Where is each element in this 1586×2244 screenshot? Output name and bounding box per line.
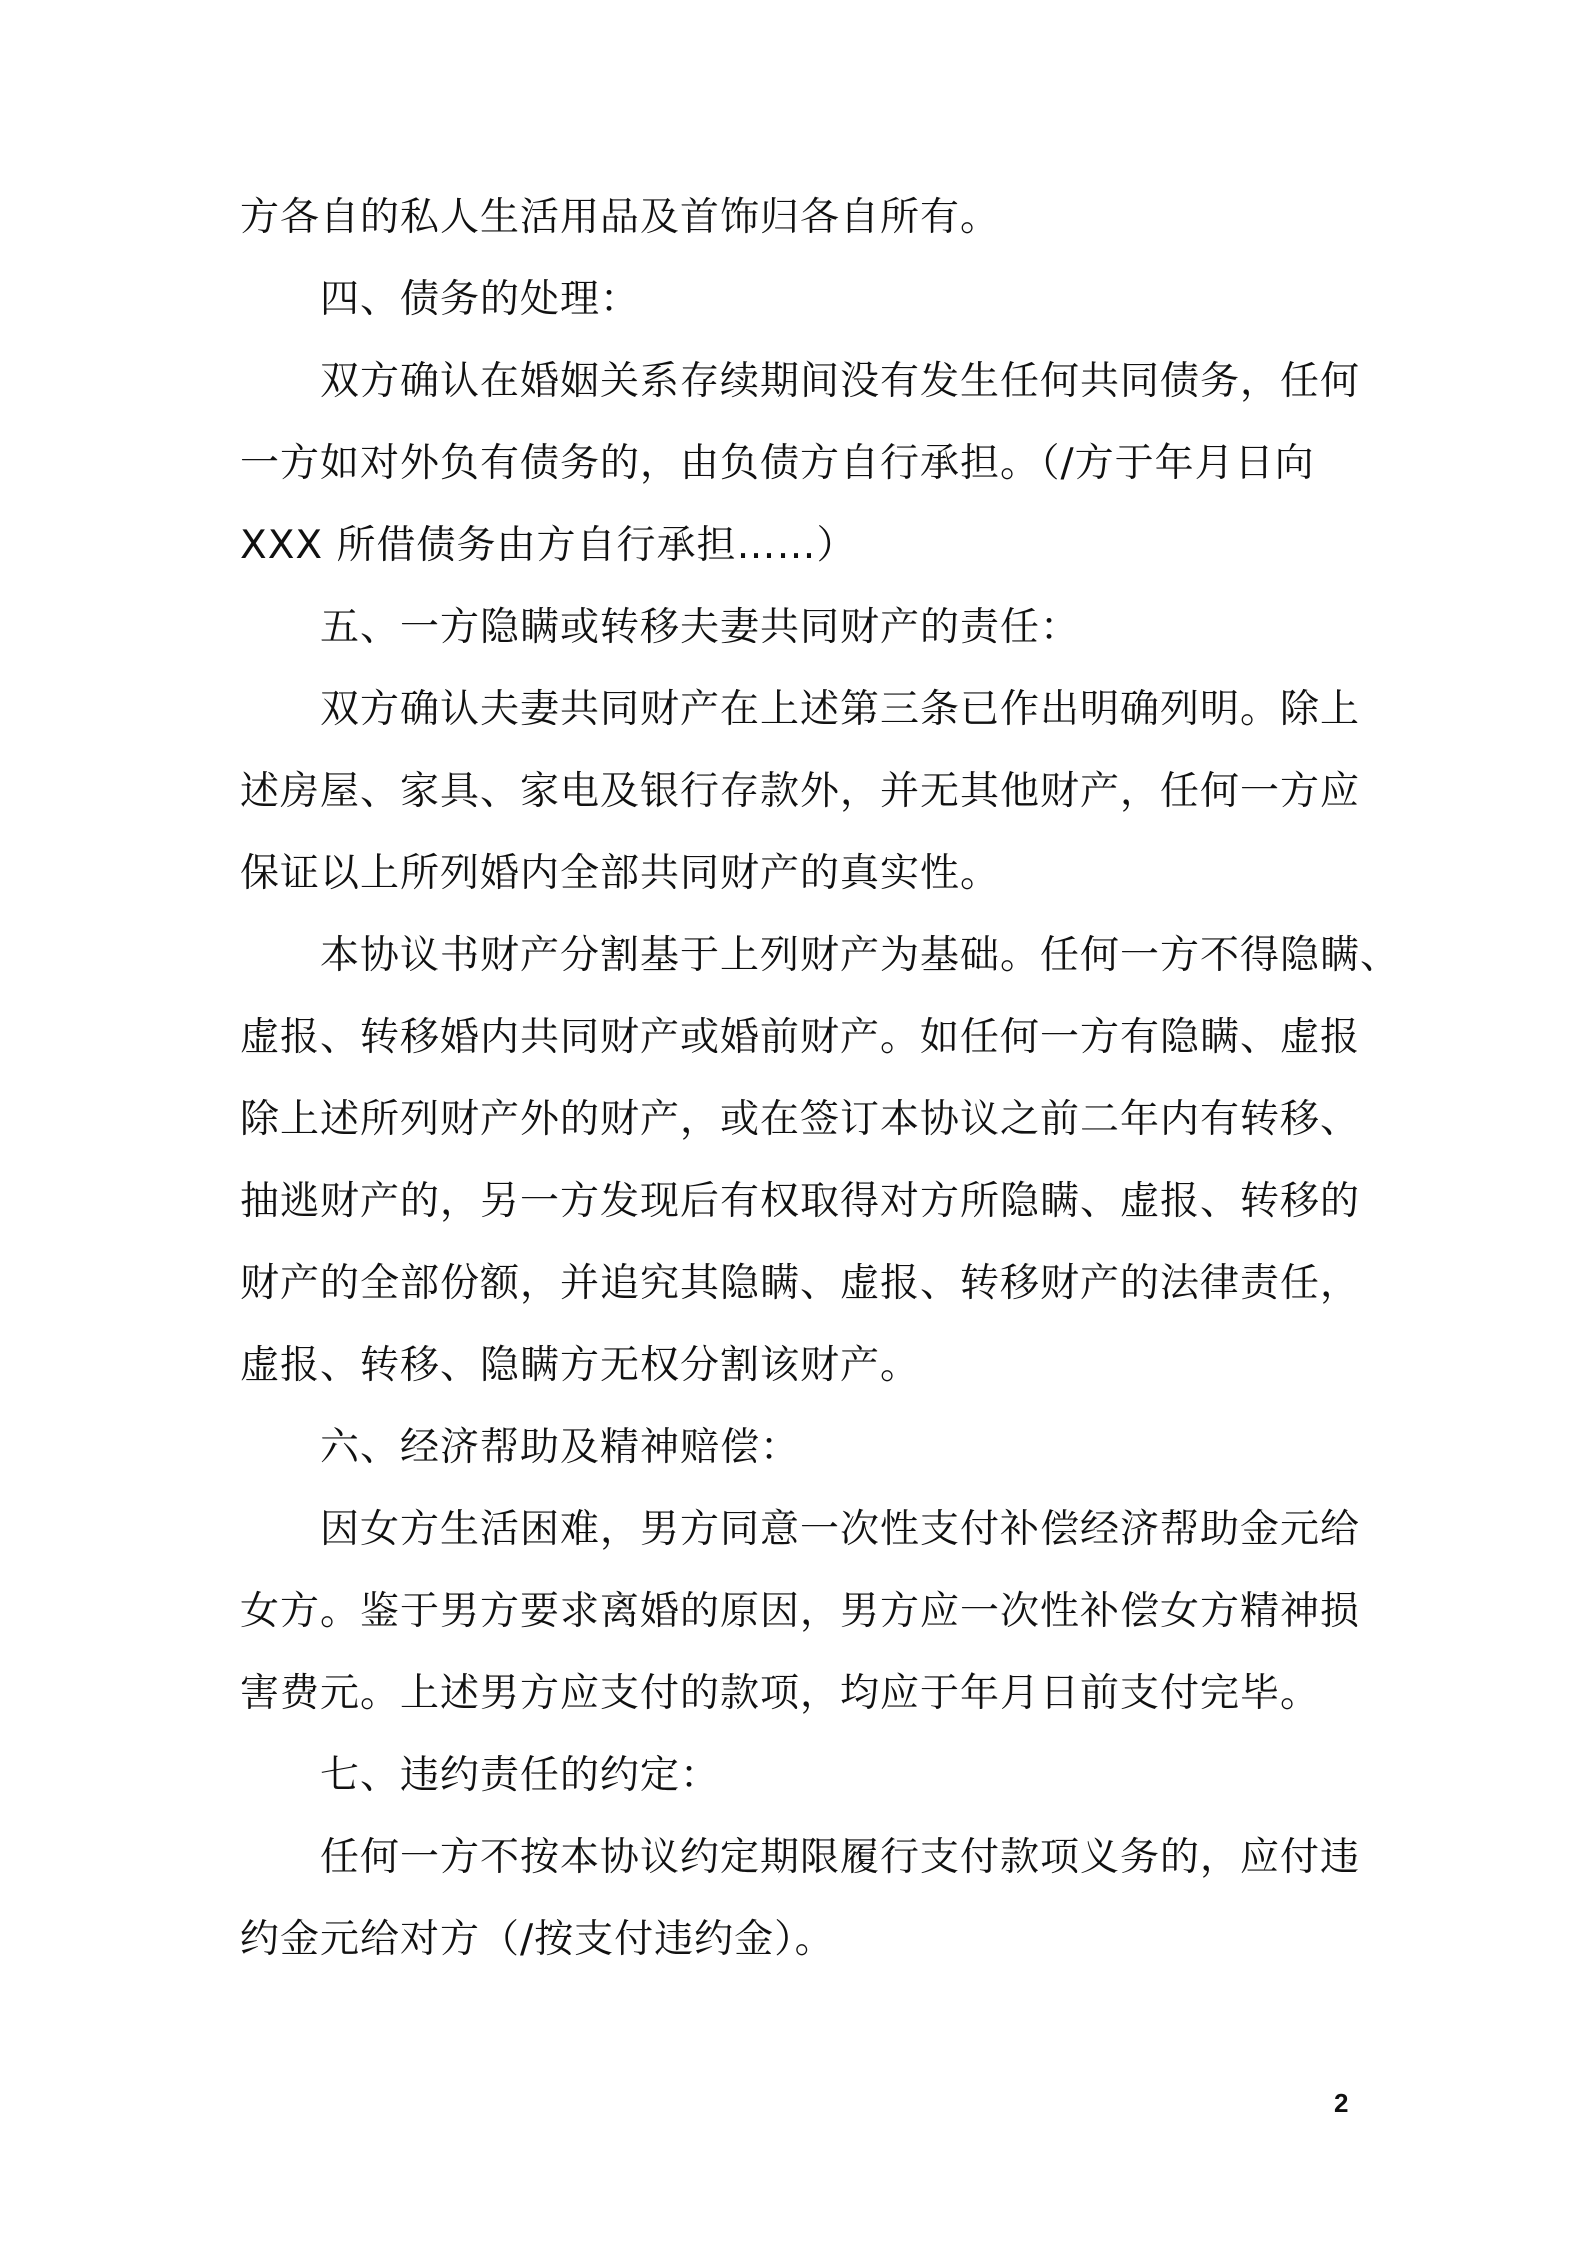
page-number: 2 <box>1334 2088 1349 2118</box>
text-line: 双方确认在婚姻关系存续期间没有发生任何共同债务，任何 <box>320 359 1361 404</box>
text-line: 虚报、转移婚内共同财产或婚前财产。如任何一方有隐瞒、虚报 <box>240 1015 1361 1060</box>
text-line: 双方确认夫妻共同财产在上述第三条已作出明确列明。除上 <box>320 687 1361 732</box>
text-line: 抽逃财产的，另一方发现后有权取得对方所隐瞒、虚报、转移的 <box>240 1179 1361 1224</box>
text-line: 述房屋、家具、家电及银行存款外，并无其他财产，任何一方应 <box>240 769 1361 814</box>
text-line: 任何一方不按本协议约定期限履行支付款项义务的，应付违 <box>320 1835 1361 1880</box>
text-line: 因女方生活困难，男方同意一次性支付补偿经济帮助金元给 <box>320 1507 1361 1552</box>
section-heading: 五、一方隐瞒或转移夫妻共同财产的责任： <box>320 605 1081 650</box>
section-heading: 四、债务的处理： <box>320 277 641 322</box>
text-line: 保证以上所列婚内全部共同财产的真实性。 <box>240 851 1001 896</box>
text-line: 害费元。上述男方应支付的款项，均应于年月日前支付完毕。 <box>240 1671 1321 1716</box>
section-heading: 七、违约责任的约定： <box>320 1753 721 1798</box>
text-line: 方各自的私人生活用品及首饰归各自所有。 <box>240 195 1001 240</box>
text-line: 除上述所列财产外的财产，或在签订本协议之前二年内有转移、 <box>240 1097 1361 1142</box>
text-line: 约金元给对方（/按支付违约金）。 <box>240 1917 835 1962</box>
text-line: 虚报、转移、隐瞒方无权分割该财产。 <box>240 1343 921 1388</box>
text-line: XXX 所借债务由方自行承担……） <box>240 523 857 568</box>
text-line: 本协议书财产分割基于上列财产为基础。任何一方不得隐瞒、 <box>320 933 1401 978</box>
text-line: 女方。鉴于男方要求离婚的原因，男方应一次性补偿女方精神损 <box>240 1589 1361 1634</box>
text-line: 一方如对外负有债务的，由负债方自行承担。（/方于年月日向 <box>240 441 1315 486</box>
text-line: 财产的全部份额，并追究其隐瞒、虚报、转移财产的法律责任， <box>240 1261 1361 1306</box>
section-heading: 六、经济帮助及精神赔偿： <box>320 1425 801 1470</box>
